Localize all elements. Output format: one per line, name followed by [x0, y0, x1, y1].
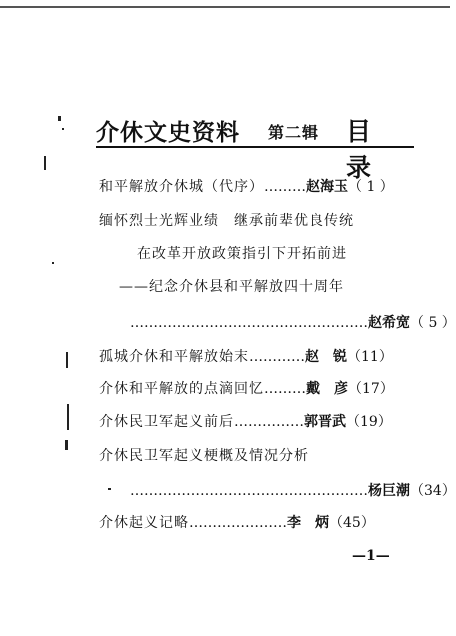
entry-author: 赵 锐: [305, 349, 347, 365]
header-rule: [96, 146, 414, 148]
page-number: —1—: [352, 548, 390, 564]
toc-entry: [99, 178, 394, 196]
entry-title: 介休民卫军起义梗概及情况分析: [99, 448, 309, 464]
scan-speck: [62, 128, 64, 130]
entry-page: （ 1 ）: [348, 179, 394, 195]
leader-dots: ……………: [234, 414, 304, 430]
entry-page: （34）: [410, 483, 456, 499]
issue-label: 第二辑: [268, 123, 320, 142]
entry-page: （11）: [347, 349, 393, 365]
entry-title: ——纪念介休县和平解放四十周年: [119, 279, 344, 295]
toc-entry-continuation: [130, 314, 456, 332]
toc-entry-subtitle: [137, 245, 347, 263]
header: [96, 110, 416, 182]
entry-title: 介休民卫军起义前后: [99, 414, 234, 430]
leader-dots: ………: [264, 179, 306, 195]
entry-author: 赵海玉: [306, 179, 348, 195]
entry-title: 孤城介休和平解放始末: [99, 349, 249, 365]
scan-speck: [108, 488, 111, 490]
scan-speck: [65, 440, 68, 450]
scan-speck: [44, 156, 46, 170]
entry-title: 缅怀烈士光辉业绩 继承前辈优良传统: [99, 213, 354, 229]
entry-title: 介休起义记略: [99, 515, 189, 531]
toc-entry-continuation: [130, 482, 456, 500]
toc-entry: [99, 212, 354, 230]
scan-speck: [67, 404, 69, 430]
toc-heading: 目 录: [346, 117, 386, 182]
entry-page: （19）: [346, 414, 392, 430]
scan-speck: [58, 116, 61, 121]
toc-entry: [99, 514, 375, 532]
entry-title: 在改革开放政策指引下开拓前进: [137, 246, 347, 262]
toc-entry-subtitle: [119, 278, 344, 296]
leader-dots: …………: [249, 349, 305, 365]
entry-author: 郭晋武: [304, 414, 346, 430]
entry-author: 杨巨潮: [368, 483, 410, 499]
entry-author: 李 炳: [287, 515, 329, 531]
toc-entry: [99, 348, 393, 366]
leader-dots: ……………………………………………: [130, 315, 368, 331]
entry-page: （17）: [348, 381, 394, 397]
leader-dots: ……………………………………………: [130, 483, 368, 499]
scan-speck: [52, 262, 54, 264]
entry-page: （45）: [329, 515, 375, 531]
series-title: 介休文史资料: [96, 120, 240, 146]
entry-author: 戴 彦: [306, 381, 348, 397]
toc-entry: [99, 447, 309, 465]
entry-title: 和平解放介休城（代序）: [99, 179, 264, 195]
entry-page: （ 5 ）: [410, 315, 456, 331]
top-edge-line: [0, 6, 450, 8]
entry-author: 赵希宽: [368, 315, 410, 331]
leader-dots: …………………: [189, 515, 287, 531]
toc-entry: [99, 413, 392, 431]
toc-entry: [99, 380, 394, 398]
scan-speck: [66, 352, 68, 368]
leader-dots: ………: [264, 381, 306, 397]
entry-title: 介休和平解放的点滴回忆: [99, 381, 264, 397]
